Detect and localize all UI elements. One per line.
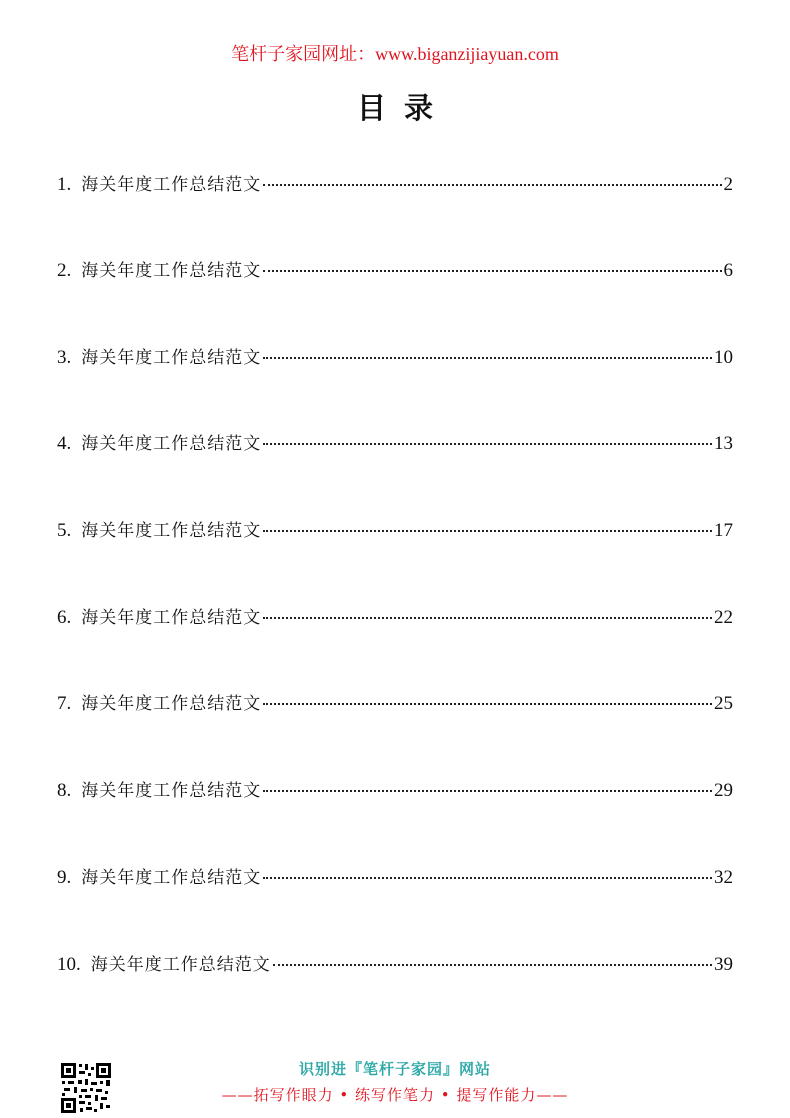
toc-entry-page: 32: [714, 867, 733, 888]
toc-entry-2[interactable]: [57, 256, 733, 286]
site-url-link[interactable]: www.biganzijiayuan.com: [375, 44, 559, 64]
toc-entry-number: 5.: [57, 520, 72, 541]
toc-entry-5[interactable]: [57, 516, 733, 546]
toc-entry-page: 6: [723, 260, 733, 281]
toc-entry-1[interactable]: [57, 170, 733, 200]
toc-entry-page: 39: [714, 954, 733, 975]
toc-dot-leader: [263, 530, 712, 532]
toc-entry-number: 3.: [57, 347, 72, 368]
toc-entry-number: 6.: [57, 607, 72, 628]
toc-entry-6[interactable]: [57, 603, 733, 633]
toc-entry-number: 9.: [57, 867, 72, 888]
toc-entry-page: 22: [714, 607, 733, 628]
toc-entry-number: 10.: [57, 954, 81, 975]
toc-entry-9[interactable]: [57, 863, 733, 893]
toc-entry-page: 10: [714, 347, 733, 368]
toc-dot-leader: [263, 790, 712, 792]
toc-entry-page: 17: [714, 520, 733, 541]
toc-dot-leader: [273, 964, 712, 966]
toc-dot-leader: [263, 617, 712, 619]
toc-entry-8[interactable]: [57, 776, 733, 806]
toc-entry-title: 海关年度工作总结范文: [81, 261, 262, 281]
toc-dot-leader: [263, 877, 712, 879]
toc-entry-7[interactable]: [57, 689, 733, 719]
toc-entry-4[interactable]: [57, 429, 733, 459]
toc-entry-number: 7.: [57, 693, 72, 714]
footer-slogan: ——拓写作眼力 • 练写作笔力 • 提写作能力——: [221, 1086, 569, 1104]
toc-entry-title: 海关年度工作总结范文: [81, 434, 262, 454]
toc-dot-leader: [263, 703, 712, 705]
toc-entry-number: 2.: [57, 260, 72, 281]
site-label: 笔杆子家园网址：: [231, 44, 376, 65]
toc-entry-number: 4.: [57, 433, 72, 454]
toc-entry-number: 1.: [57, 174, 72, 195]
toc-dot-leader: [263, 184, 721, 186]
toc-entry-10[interactable]: [57, 950, 733, 980]
toc-entry-title: 海关年度工作总结范文: [81, 175, 262, 195]
toc-entry-title: 海关年度工作总结范文: [81, 521, 262, 541]
toc-entry-page: 29: [714, 780, 733, 801]
toc-entry-page: 2: [723, 174, 733, 195]
site-header: [0, 40, 790, 66]
toc-dot-leader: [263, 443, 712, 445]
toc-entry-title: 海关年度工作总结范文: [81, 694, 262, 714]
page-footer: [0, 1054, 790, 1118]
toc-dot-leader: [263, 357, 712, 359]
toc-entry-page: 13: [714, 433, 733, 454]
toc-entry-title: 海关年度工作总结范文: [90, 955, 271, 975]
toc-entry-title: 海关年度工作总结范文: [81, 348, 262, 368]
toc-dot-leader: [263, 270, 721, 272]
toc-entry-3[interactable]: [57, 343, 733, 373]
toc-entry-title: 海关年度工作总结范文: [81, 781, 262, 801]
toc-entry-title: 海关年度工作总结范文: [81, 608, 262, 628]
toc-entry-page: 25: [714, 693, 733, 714]
page-title: 目录: [356, 91, 451, 125]
toc-entry-number: 8.: [57, 780, 72, 801]
toc-entry-title: 海关年度工作总结范文: [81, 868, 262, 888]
footer-promo-title: 识别进『笔杆子家园』网站: [298, 1060, 491, 1078]
